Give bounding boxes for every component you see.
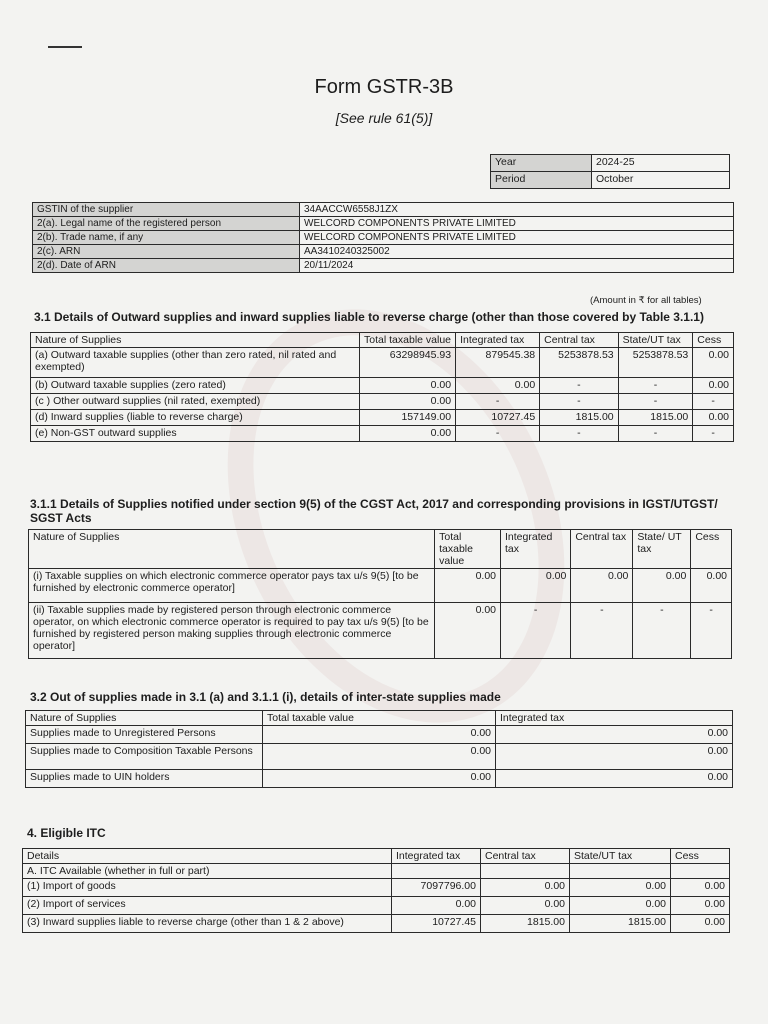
section-3-1-title: 3.1 Details of Outward supplies and inward supplies liable to reverse charge (other than those covered by Table 3.1.1)	[34, 310, 704, 324]
row-value: -	[618, 378, 693, 394]
table-row	[23, 897, 730, 915]
s4-header-cell: Cess	[671, 849, 730, 864]
s4-header-cell: Integrated tax	[392, 849, 481, 864]
table-row	[31, 378, 734, 394]
table-3-1	[30, 332, 734, 442]
supplier-row	[33, 217, 734, 231]
s31-header-cell: Nature of Supplies	[31, 333, 360, 348]
empty-cell	[671, 864, 730, 879]
supplier-field-value: 34AACCW6558J1ZX	[300, 203, 734, 217]
s4-header-cell: Central tax	[481, 849, 570, 864]
row-label: Supplies made to UIN holders	[26, 770, 263, 788]
row-value: -	[633, 603, 691, 659]
row-label: (a) Outward taxable supplies (other than zero rated, nil rated and exempted)	[31, 348, 360, 378]
section-3-1-1-title: 3.1.1 Details of Supplies notified under section 9(5) of the CGST Act, 2017 and corresponding provisions in IGST/UTGST/ SGST Acts	[30, 497, 718, 525]
row-value: 1815.00	[540, 410, 618, 426]
row-value: 0.00	[360, 426, 456, 442]
row-value: 0.00	[501, 569, 571, 603]
supplier-row	[33, 245, 734, 259]
form-subtitle: [See rule 61(5)]	[335, 110, 433, 126]
row-value: -	[571, 603, 633, 659]
row-label: (e) Non-GST outward supplies	[31, 426, 360, 442]
supplier-field-label: 2(d). Date of ARN	[33, 259, 300, 273]
row-value: 10727.45	[392, 915, 481, 933]
section-3-2-title: 3.2 Out of supplies made in 3.1 (a) and 3.1.1 (i), details of inter-state supplies made	[30, 690, 501, 704]
row-label: (d) Inward supplies (liable to reverse charge)	[31, 410, 360, 426]
row-value: -	[540, 426, 618, 442]
row-label: (ii) Taxable supplies made by registered person through electronic commerce operator, on which electronic commerce operator is required to pay tax u/s 9(5) [to be furnished by registered person making supplies through electronic commerce operator]	[29, 603, 435, 659]
row-label: (b) Outward taxable supplies (zero rated)	[31, 378, 360, 394]
year-label: Year	[491, 155, 592, 172]
table-row	[31, 410, 734, 426]
row-label: (c ) Other outward supplies (nil rated, exempted)	[31, 394, 360, 410]
row-label: (i) Taxable supplies on which electronic commerce operator pays tax u/s 9(5) [to be furnished by electronic commerce operator]	[29, 569, 435, 603]
row-value: -	[501, 603, 571, 659]
row-value: 1815.00	[481, 915, 570, 933]
row-value: 0.00	[496, 726, 733, 744]
table-row	[29, 569, 732, 603]
row-value: -	[693, 426, 734, 442]
row-value: 10727.45	[456, 410, 540, 426]
row-value: 0.00	[671, 897, 730, 915]
row-value: 0.00	[456, 378, 540, 394]
row-value: 0.00	[693, 410, 734, 426]
row-value: -	[540, 378, 618, 394]
row-value: 0.00	[263, 770, 496, 788]
row-value: 0.00	[570, 897, 671, 915]
s31-header-cell: Cess	[693, 333, 734, 348]
row-value: 7097796.00	[392, 879, 481, 897]
section-4-title: 4. Eligible ITC	[27, 826, 106, 840]
s32-header-cell: Integrated tax	[496, 711, 733, 726]
row-value: -	[618, 426, 693, 442]
supplier-field-value: AA3410240325002	[300, 245, 734, 259]
row-label: (1) Import of goods	[23, 879, 392, 897]
row-value: 0.00	[496, 744, 733, 770]
itc-available-heading: A. ITC Available (whether in full or part)	[23, 864, 392, 879]
row-value: -	[456, 394, 540, 410]
row-label: Supplies made to Unregistered Persons	[26, 726, 263, 744]
empty-cell	[570, 864, 671, 879]
row-value: 0.00	[671, 915, 730, 933]
table-3-1-1	[28, 529, 732, 659]
table-row	[26, 770, 733, 788]
row-value: 0.00	[360, 394, 456, 410]
table-4	[22, 848, 730, 933]
table-row	[23, 879, 730, 897]
row-value: 0.00	[693, 348, 734, 378]
period-label: Period	[491, 172, 592, 189]
row-value: 0.00	[481, 897, 570, 915]
s31-header-cell: Integrated tax	[456, 333, 540, 348]
supplier-field-label: GSTIN of the supplier	[33, 203, 300, 217]
supplier-field-label: 2(c). ARN	[33, 245, 300, 259]
s311-header-cell: Cess	[691, 530, 732, 569]
year-value: 2024-25	[592, 155, 730, 172]
row-value: -	[456, 426, 540, 442]
row-value: -	[540, 394, 618, 410]
s311-header-cell: Nature of Supplies	[29, 530, 435, 569]
table-3-2	[25, 710, 733, 788]
row-value: 0.00	[481, 879, 570, 897]
row-value: 5253878.53	[540, 348, 618, 378]
s311-header-cell: Total taxable value	[435, 530, 501, 569]
supplier-table	[32, 202, 734, 273]
row-value: 1815.00	[570, 915, 671, 933]
s311-header-cell: State/ UT tax	[633, 530, 691, 569]
row-value: 0.00	[392, 897, 481, 915]
row-value: 63298945.93	[360, 348, 456, 378]
row-value: 0.00	[435, 603, 501, 659]
row-value: 0.00	[360, 378, 456, 394]
empty-cell	[392, 864, 481, 879]
row-value: 0.00	[571, 569, 633, 603]
empty-cell	[481, 864, 570, 879]
period-value: October	[592, 172, 730, 189]
period-table	[490, 154, 730, 189]
row-value: -	[691, 603, 732, 659]
amount-note: (Amount in ₹ for all tables)	[590, 295, 702, 306]
table-row	[31, 348, 734, 378]
row-label: Supplies made to Composition Taxable Persons	[26, 744, 263, 770]
supplier-field-label: 2(b). Trade name, if any	[33, 231, 300, 245]
row-value: -	[693, 394, 734, 410]
s31-header-cell: State/UT tax	[618, 333, 693, 348]
s31-header-cell: Total taxable value	[360, 333, 456, 348]
row-value: 157149.00	[360, 410, 456, 426]
supplier-field-value: WELCORD COMPONENTS PRIVATE LIMITED	[300, 217, 734, 231]
table-subheading-row	[23, 864, 730, 879]
s4-header-cell: State/UT tax	[570, 849, 671, 864]
supplier-row	[33, 203, 734, 217]
s311-header-cell: Integrated tax	[501, 530, 571, 569]
row-value: 0.00	[633, 569, 691, 603]
table-row	[31, 394, 734, 410]
table-row	[29, 603, 732, 659]
table-row	[31, 426, 734, 442]
row-label: (3) Inward supplies liable to reverse charge (other than 1 & 2 above)	[23, 915, 392, 933]
table-row	[23, 915, 730, 933]
s4-header-cell: Details	[23, 849, 392, 864]
row-label: (2) Import of services	[23, 897, 392, 915]
row-value: 0.00	[691, 569, 732, 603]
table-row	[26, 726, 733, 744]
row-value: -	[618, 394, 693, 410]
s32-header-cell: Nature of Supplies	[26, 711, 263, 726]
row-value: 0.00	[671, 879, 730, 897]
row-value: 5253878.53	[618, 348, 693, 378]
supplier-field-value: 20/11/2024	[300, 259, 734, 273]
row-value: 0.00	[263, 726, 496, 744]
row-value: 0.00	[435, 569, 501, 603]
row-value: 1815.00	[618, 410, 693, 426]
s311-header-cell: Central tax	[571, 530, 633, 569]
top-mark	[48, 46, 82, 48]
supplier-row	[33, 231, 734, 245]
row-value: 0.00	[263, 744, 496, 770]
s31-header-cell: Central tax	[540, 333, 618, 348]
supplier-field-label: 2(a). Legal name of the registered person	[33, 217, 300, 231]
row-value: 0.00	[496, 770, 733, 788]
row-value: 879545.38	[456, 348, 540, 378]
table-row	[26, 744, 733, 770]
row-value: 0.00	[570, 879, 671, 897]
supplier-field-value: WELCORD COMPONENTS PRIVATE LIMITED	[300, 231, 734, 245]
s32-header-cell: Total taxable value	[263, 711, 496, 726]
supplier-row	[33, 259, 734, 273]
row-value: 0.00	[693, 378, 734, 394]
form-title: Form GSTR-3B	[314, 76, 454, 98]
